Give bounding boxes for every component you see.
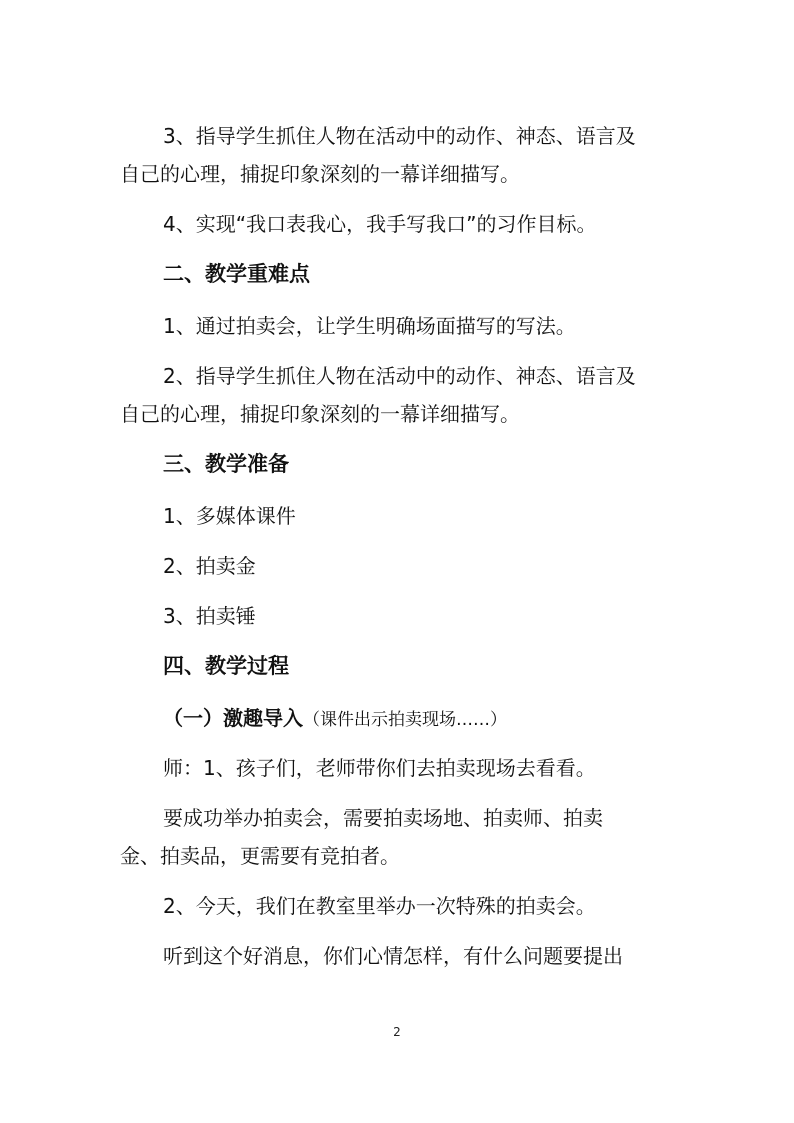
paragraph-question-line1: 听到这个好消息，你们心情怎样，有什么问题要提出 bbox=[163, 944, 623, 968]
list-item-prep1: 1、多媒体课件 bbox=[163, 504, 296, 528]
section-heading-preparation: 三、教学准备 bbox=[163, 452, 289, 476]
paragraph-requirement-line1: 要成功举办拍卖会，需要拍卖场地、拍卖师、拍卖 bbox=[163, 806, 603, 830]
step1-title: （一）激趣导入 bbox=[163, 706, 303, 730]
paragraph-goal3-line1: 3、指导学生抓住人物在活动中的动作、神态、语言及 bbox=[163, 124, 636, 148]
list-item-prep3: 3、拍卖锤 bbox=[163, 604, 256, 628]
paragraph-teacher2: 2、今天，我们在教室里举办一次特殊的拍卖会。 bbox=[163, 894, 596, 918]
paragraph-key2-line1: 2、指导学生抓住人物在活动中的动作、神态、语言及 bbox=[163, 364, 636, 388]
paragraph-goal4: 4、实现“我口表我心，我手写我口”的习作目标。 bbox=[163, 212, 597, 236]
paragraph-requirement-line2: 金、拍卖品，更需要有竞拍者。 bbox=[120, 844, 400, 868]
paragraph-goal3-line2: 自己的心理，捕捉印象深刻的一幕详细描写。 bbox=[120, 162, 520, 186]
paragraph-key2-line2: 自己的心理，捕捉印象深刻的一幕详细描写。 bbox=[120, 402, 520, 426]
section-heading-process: 四、教学过程 bbox=[163, 654, 289, 678]
list-item-prep2: 2、拍卖金 bbox=[163, 554, 256, 578]
paragraph-teacher1: 师：1、孩子们，老师带你们去拍卖现场去看看。 bbox=[163, 756, 596, 780]
step1-line bbox=[163, 704, 507, 734]
paragraph-key1: 1、通过拍卖会，让学生明确场面描写的写法。 bbox=[163, 314, 576, 338]
section-heading-key-points: 二、教学重难点 bbox=[163, 262, 310, 286]
page-number: 2 bbox=[393, 1025, 401, 1039]
step1-note: （课件出示拍卖现场……） bbox=[303, 710, 507, 730]
